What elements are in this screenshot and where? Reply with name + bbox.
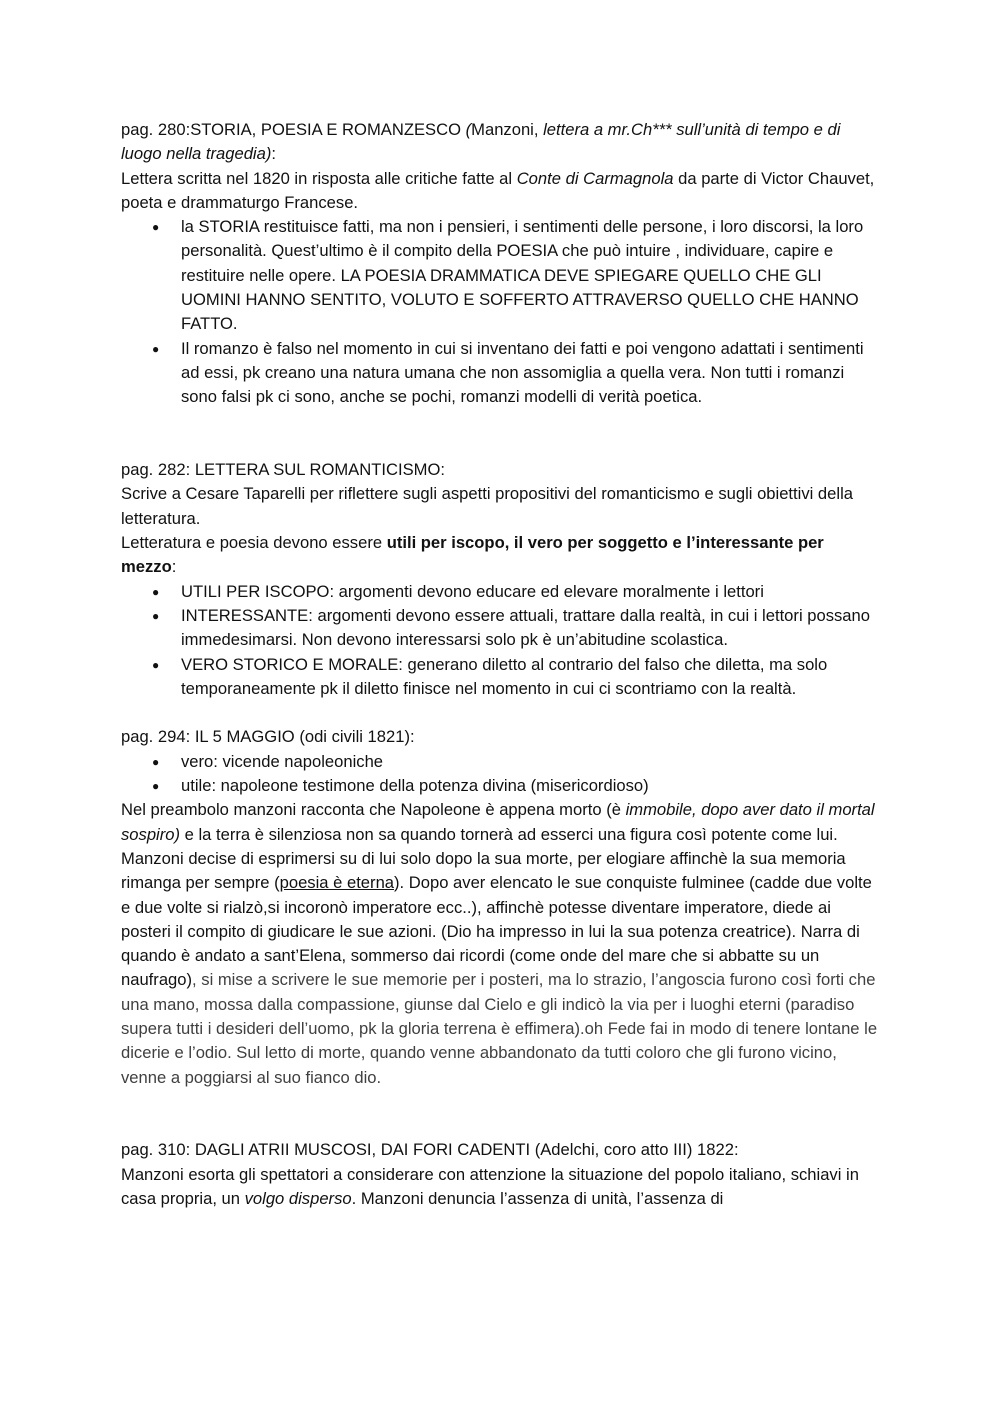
heading-work-title: lettera a mr.Ch*** sull’unità di tempo e di luogo nella tragedia) <box>121 120 841 164</box>
section-body <box>121 1163 881 1212</box>
section-intro: Scrive a Cesare Taparelli per riflettere sugli aspetti propositivi del romanticismo e sugli obiettivi della letteratura. <box>121 484 853 528</box>
body-text: . Manzoni denuncia l’assenza di unità, l’assenza di <box>351 1189 724 1209</box>
body-text: Manzoni esorta gli spettatori a considerare con attenzione la situazione del popolo italiano, schiavi in casa propria, un <box>121 1164 859 1209</box>
section-body <box>121 798 881 1090</box>
list-item: ● utile: napoleone testimone della potenza divina (misericordioso) <box>181 774 881 798</box>
list-item: ● Il romanzo è falso nel momento in cui si inventano dei fatti e poi vengono adattati i sentimenti ad essi, pk creano una natura umana che non assomiglia a quella vera. Non tutti i romanzi sono falsi pk ci sono, anche se pochi, romanzi modelli di verità poetica. <box>181 337 881 410</box>
heading-paren: ( <box>465 120 472 139</box>
heading-author: Manzoni, <box>471 120 544 139</box>
section-heading: pag. 294: IL 5 MAGGIO (odi civili 1821): <box>121 727 415 747</box>
body-quote: volgo disperso <box>244 1189 352 1209</box>
body-text: Nel preambolo manzoni racconta che Napoleone è appena morto (è <box>121 800 626 820</box>
spacer <box>121 1090 881 1139</box>
spacer <box>121 410 881 459</box>
heading-colon: : <box>271 144 276 164</box>
list-item: ● VERO STORICO E MORALE: generano diletto al contrario del falso che diletta, ma solo temporaneamente pk il diletto finisce nel momento in cui ci scontriamo con la realtà. <box>181 653 881 702</box>
bullet-list <box>121 580 881 701</box>
spacer <box>121 701 881 725</box>
heading-text: pag. 280:STORIA, POESIA E ROMANZESCO <box>121 120 466 139</box>
body-underlined: poesia è eterna <box>279 873 395 893</box>
intro-work-title: Conte di Carmagnola <box>516 168 674 188</box>
list-item: ● la STORIA restituisce fatti, ma non i pensieri, i sentimenti delle persone, i loro discorsi, la loro personalità. Quest’ultimo è il compito della POESIA che può intuire , individuare, capire e restituire nelle opere. LA POESIA DRAMMATICA DEVE SPIEGARE QUELLO CHE GLI UOMINI HANNO SENTITO, VOLUTO E SOFFERTO ATTRAVERSO QUELLO CHE HANNO FATTO. <box>181 215 881 336</box>
section-heading: pag. 282: LETTERA SUL ROMANTICISMO: <box>121 460 445 480</box>
body-quote: immobile, dopo aver dato il mortal sospiro) <box>121 800 875 844</box>
thesis-text: Letteratura e poesia devono essere <box>121 533 387 553</box>
body-text: ). Dopo aver elencato le sue conquiste fulminee (cadde due volte e due volte si rialzò,si incoronò imperatore ecc..), affinchè potesse diventare imperatore, diede ai posteri il compito di giudicare le sue azioni. (Dio ha impresso in lui la sua potenza creatrice). Narra di quando è andato a sant’Elena, sommerso dai ricordi (come onde del mare che si abbatte su un naufrago) <box>121 873 872 990</box>
body-text-grey: , si mise a scrivere le sue memorie per i posteri, ma lo strazio, l’angoscia furono così forti che una mano, mossa dalla compassione, giunse dal Cielo e gli indicò la via per i luoghi eterni (paradiso supera tutti i desideri dell’uomo, pk la gloria terrena è effimera).oh Fede fai in modo di tenere lontane le dicerie e l’odio. Sul letto di morte, quando venne abbandonato da tutti coloro che gli furono vicino, venne a poggiarsi al suo fianco dio. <box>121 970 878 1087</box>
list-item: ● INTERESSANTE: argomenti devono essere attuali, trattare dalla realtà, in cui i lettori possano immedesimarsi. Non devono interessarsi solo pk è un’abitudine scolastica. <box>181 604 881 653</box>
intro-text: da parte di Victor Chauvet, poeta e drammaturgo Francese. <box>121 168 875 212</box>
bullet-list <box>121 215 881 409</box>
section-thesis <box>121 531 881 580</box>
body-text: e la terra è silenziosa non sa quando tornerà ad esserci una figura così potente come lui. Manzoni decise di esprimersi su di lui solo dopo la sua morte, per elogiare affinchè la sua memoria rimanga per sempre ( <box>121 824 846 893</box>
list-item: ● vero: vicende napoleoniche <box>181 750 881 774</box>
intro-text: Lettera scritta nel 1820 in risposta alle critiche fatte al <box>121 168 517 188</box>
thesis-colon: : <box>171 557 177 577</box>
section-intro <box>121 167 881 216</box>
section-heading: pag. 310: DAGLI ATRII MUSCOSI, DAI FORI CADENTI (Adelchi, coro atto III) 1822: <box>121 1140 739 1160</box>
thesis-bold: utili per iscopo, il vero per soggetto e l’interessante per mezzo <box>121 533 824 577</box>
document-page <box>121 118 881 1211</box>
section-heading <box>121 118 881 167</box>
list-item: ● UTILI PER ISCOPO: argomenti devono educare ed elevare moralmente i lettori <box>181 580 881 604</box>
bullet-list <box>121 750 881 799</box>
